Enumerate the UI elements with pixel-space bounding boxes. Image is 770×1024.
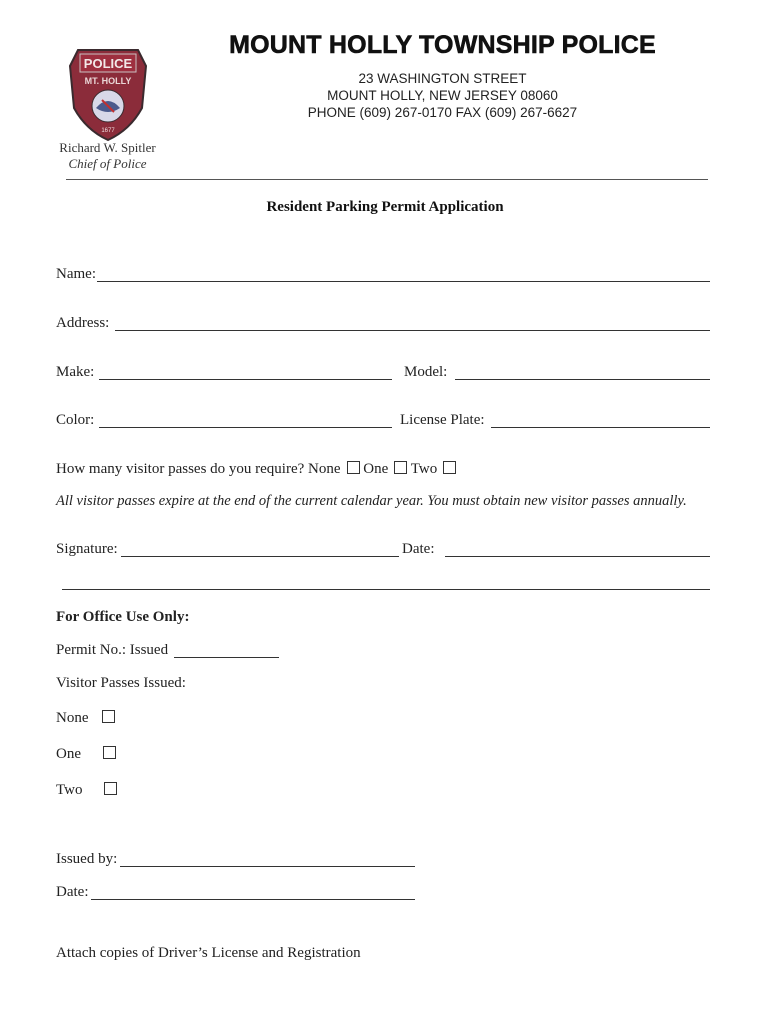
signature-field[interactable]: [121, 556, 399, 557]
office-use-heading: For Office Use Only:: [56, 609, 190, 625]
make-field[interactable]: [99, 379, 392, 380]
visitor-passes-issued-label: Visitor Passes Issued:: [56, 675, 186, 691]
office-one-checkbox[interactable]: [103, 746, 116, 759]
permit-number-field[interactable]: [174, 657, 279, 658]
chief-title: Chief of Police: [68, 156, 147, 171]
address-line-2: MOUNT HOLLY, NEW JERSEY 08060: [327, 88, 558, 103]
badge-icon: [68, 46, 148, 142]
address-field[interactable]: [115, 330, 710, 331]
badge-police-text: POLICE: [83, 56, 133, 71]
license-plate-field[interactable]: [491, 427, 710, 428]
issued-by-label: Issued by:: [56, 851, 118, 867]
badge-town-text: MT. HOLLY: [84, 76, 132, 86]
office-two-checkbox[interactable]: [104, 782, 117, 795]
signature-label: Signature:: [56, 541, 118, 557]
name-field[interactable]: [97, 281, 710, 282]
date-field[interactable]: [445, 556, 710, 557]
department-title: MOUNT HOLLY TOWNSHIP POLICE: [229, 31, 656, 59]
phone-fax-line: PHONE (609) 267-0170 FAX (609) 267-6627: [307, 105, 578, 120]
option-none-checkbox[interactable]: [347, 461, 360, 474]
option-two-label: Two: [410, 461, 438, 477]
address-label: Address:: [56, 315, 110, 331]
option-two-checkbox[interactable]: [443, 461, 456, 474]
name-label: Name:: [56, 266, 96, 282]
permit-issued-label: Permit No.: Issued: [56, 642, 169, 658]
office-one-row: [56, 746, 116, 763]
color-field[interactable]: [99, 427, 392, 428]
option-one-label: One: [363, 461, 389, 477]
office-none-label: None: [56, 710, 89, 726]
expiry-note: All visitor passes expire at the end of the current calendar year. You must obtain new visitor passes annually.: [56, 493, 687, 509]
office-none-checkbox[interactable]: [102, 710, 115, 723]
license-plate-label: License Plate:: [400, 412, 485, 428]
address-line-1: 23 WASHINGTON STREET: [358, 71, 527, 86]
issued-by-field[interactable]: [120, 866, 415, 867]
form-title: Resident Parking Permit Application: [266, 199, 504, 215]
model-field[interactable]: [455, 379, 710, 380]
make-label: Make:: [56, 364, 95, 380]
color-label: Color:: [56, 412, 95, 428]
police-badge-logo: [68, 46, 148, 142]
office-date-label: Date:: [56, 884, 89, 900]
visitor-passes-question: [56, 461, 456, 478]
office-two-label: Two: [56, 782, 83, 798]
badge-year-text: 1677: [101, 128, 115, 134]
office-date-field[interactable]: [91, 899, 415, 900]
attach-documents-note: Attach copies of Driver’s License and Registration: [56, 945, 361, 961]
option-none-label: None: [308, 461, 341, 477]
office-none-row: [56, 710, 115, 727]
header-divider: [66, 179, 708, 180]
office-two-row: [56, 782, 117, 799]
passes-question-text: How many visitor passes do you require?: [56, 461, 305, 477]
model-label: Model:: [404, 364, 448, 380]
office-one-label: One: [56, 746, 81, 762]
chief-name: Richard W. Spitler: [59, 140, 156, 155]
option-one-checkbox[interactable]: [394, 461, 407, 474]
office-divider: [62, 589, 710, 590]
date-label: Date:: [402, 541, 435, 557]
